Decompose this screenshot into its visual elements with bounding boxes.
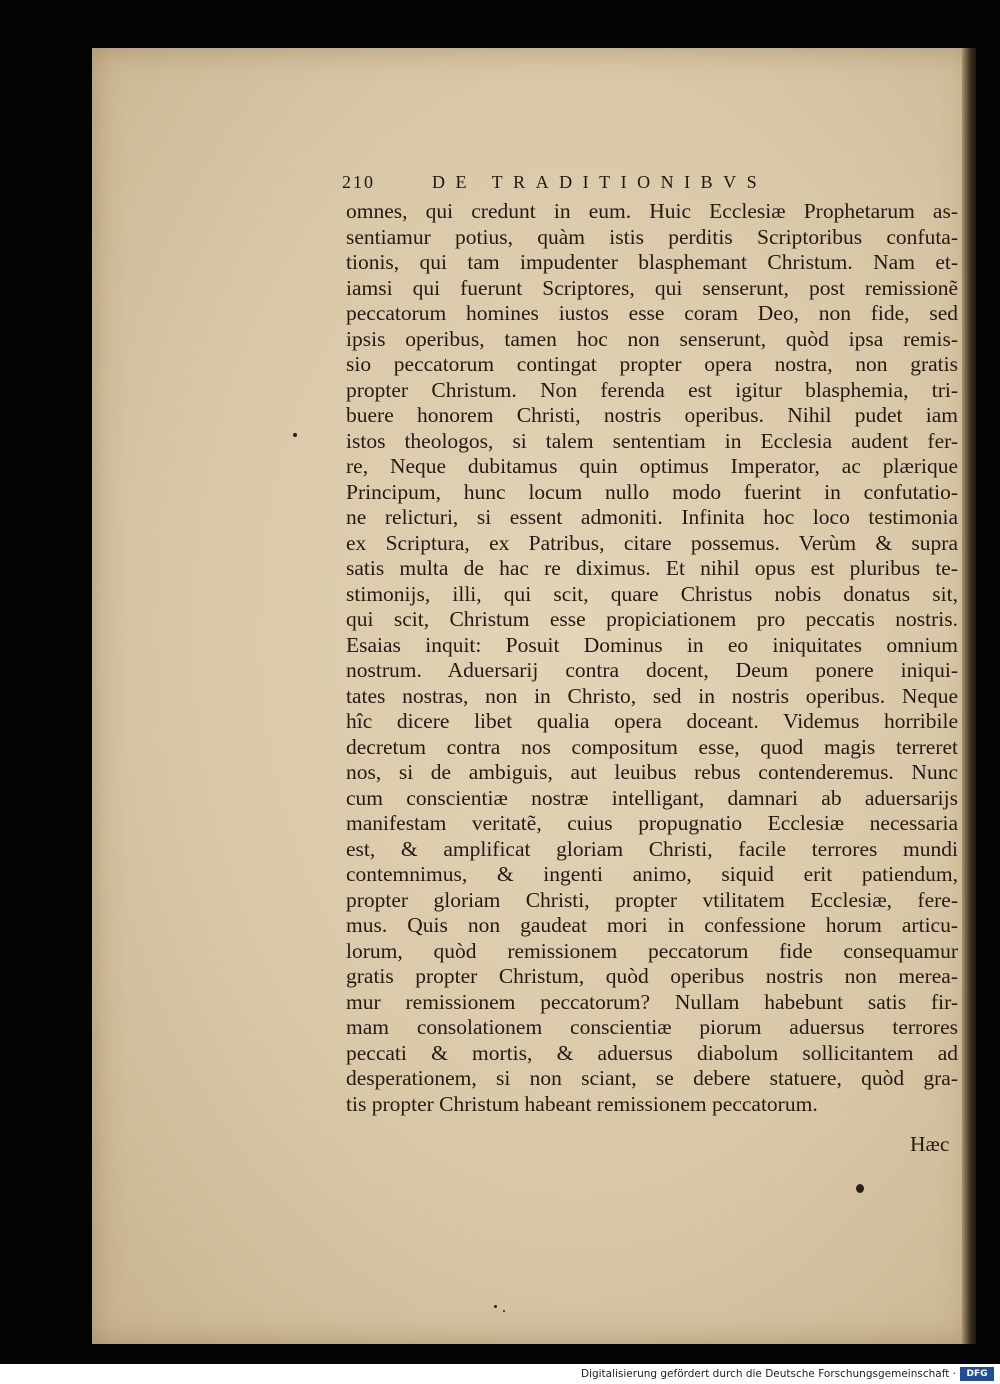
text-line: qui scit, Christum esse propiciationem pro peccatis nostris.: [346, 607, 958, 631]
catchword: Hæc: [910, 1132, 950, 1156]
ink-speck: [856, 1184, 864, 1193]
text-line: sio peccatorum contingat propter opera nostra, non gratis: [346, 352, 958, 376]
text-line: mur remissionem peccatorum? Nullam habebunt satis fir-: [346, 989, 958, 1014]
text-line: satis multa de hac re diximus. Et nihil opus est pluribus te-: [346, 556, 958, 580]
ink-speck: [494, 1305, 497, 1308]
text-line: desperationem, si non sciant, se debere statuere, quòd gra-: [346, 1066, 958, 1090]
text-line: Principum, hunc locum nullo modo fuerint in confutatio-: [346, 479, 958, 504]
funding-credit: Digitalisierung gefördert durch die Deutsche Forschungsgemeinschaft ·: [580, 1368, 956, 1380]
text-line: est, & amplificat gloriam Christi, facile terrores mundi: [346, 836, 958, 861]
text-line: ipsis operibus, tamen hoc non senserunt, quòd ipsa remis-: [346, 326, 958, 351]
text-line: lorum, quòd remissionem peccatorum fide consequamur: [346, 938, 958, 963]
text-line: omnes, qui credunt in eum. Huic Ecclesiæ Prophetarum as-: [346, 199, 958, 223]
page-number: 210: [342, 172, 375, 192]
running-title: DE TRADITIONIBVS: [432, 172, 768, 192]
text-line: manifestam veritatẽ, cuius propugnatio Ecclesiæ necessaria: [346, 811, 958, 835]
dfg-logo: DFG: [960, 1367, 994, 1381]
text-line: re, Neque dubitamus quin optimus Imperator, ac plærique: [346, 454, 958, 478]
text-line: tionis, qui tam impudenter blasphemant Christum. Nam et-: [346, 250, 958, 274]
book-spine-edge: [962, 48, 976, 1344]
text-line: buere honorem Christi, nostris operibus. Nihil pudet iam: [346, 403, 958, 427]
text-line: nostrum. Aduersarij contra docent, Deum ponere iniqui-: [346, 658, 958, 682]
text-line: sentiamur potius, quàm istis perditis Scriptoribus confuta-: [346, 224, 958, 249]
text-line: propter gloriam Christi, propter vtilitatem Ecclesiæ, fere-: [346, 887, 958, 912]
text-line: stimonijs, illi, qui scit, quare Christus nobis donatus sit,: [346, 581, 958, 606]
text-line: tis propter Christum habeant remissionem peccatorum.: [346, 1091, 818, 1116]
text-line: mus. Quis non gaudeat mori in confessione horum articu-: [346, 913, 958, 937]
text-line: istos theologos, si talem sententiam in Ecclesia audent fer-: [346, 428, 958, 453]
text-line: hîc dicere libet qualia opera doceant. Videmus horribile: [346, 709, 958, 733]
text-line: Esaias inquit: Posuit Dominus in eo iniquitates omnium: [346, 632, 958, 657]
ink-speck: [503, 1310, 505, 1312]
text-line: peccatorum homines iustos esse coram Deo, non fide, sed: [346, 301, 958, 325]
text-line: tates nostras, non in Christo, sed in nostris operibus. Neque: [346, 683, 958, 708]
text-line: ex Scriptura, ex Patribus, citare possemus. Verùm & supra: [346, 530, 958, 555]
ink-speck: [293, 433, 297, 437]
text-line: nos, si de ambiguis, aut leuibus rebus contenderemus. Nunc: [346, 760, 958, 784]
text-line: contemnimus, & ingenti animo, siquid erit patiendum,: [346, 862, 958, 886]
text-line: peccati & mortis, & aduersus diabolum sollicitantem ad: [346, 1040, 958, 1065]
footer-bar: [0, 1364, 1000, 1384]
text-line: gratis propter Christum, quòd operibus nostris non merea-: [346, 964, 958, 988]
text-line: propter Christum. Non ferenda est igitur blasphemia, tri-: [346, 377, 958, 402]
text-line: decretum contra nos compositum esse, quod magis terreret: [346, 734, 958, 759]
text-line: iamsi qui fuerunt Scriptores, qui senserunt, post remissionẽ: [346, 275, 958, 300]
text-line: cum conscientiæ nostræ intelligant, damnari ab aduersarijs: [346, 785, 958, 810]
text-line: mam consolationem conscientiæ piorum aduersus terrores: [346, 1015, 958, 1039]
text-line: ne relicturi, si essent admoniti. Infinita hoc loco testimonia: [346, 505, 958, 529]
running-head: [342, 172, 862, 200]
body-text: [346, 199, 958, 1117]
